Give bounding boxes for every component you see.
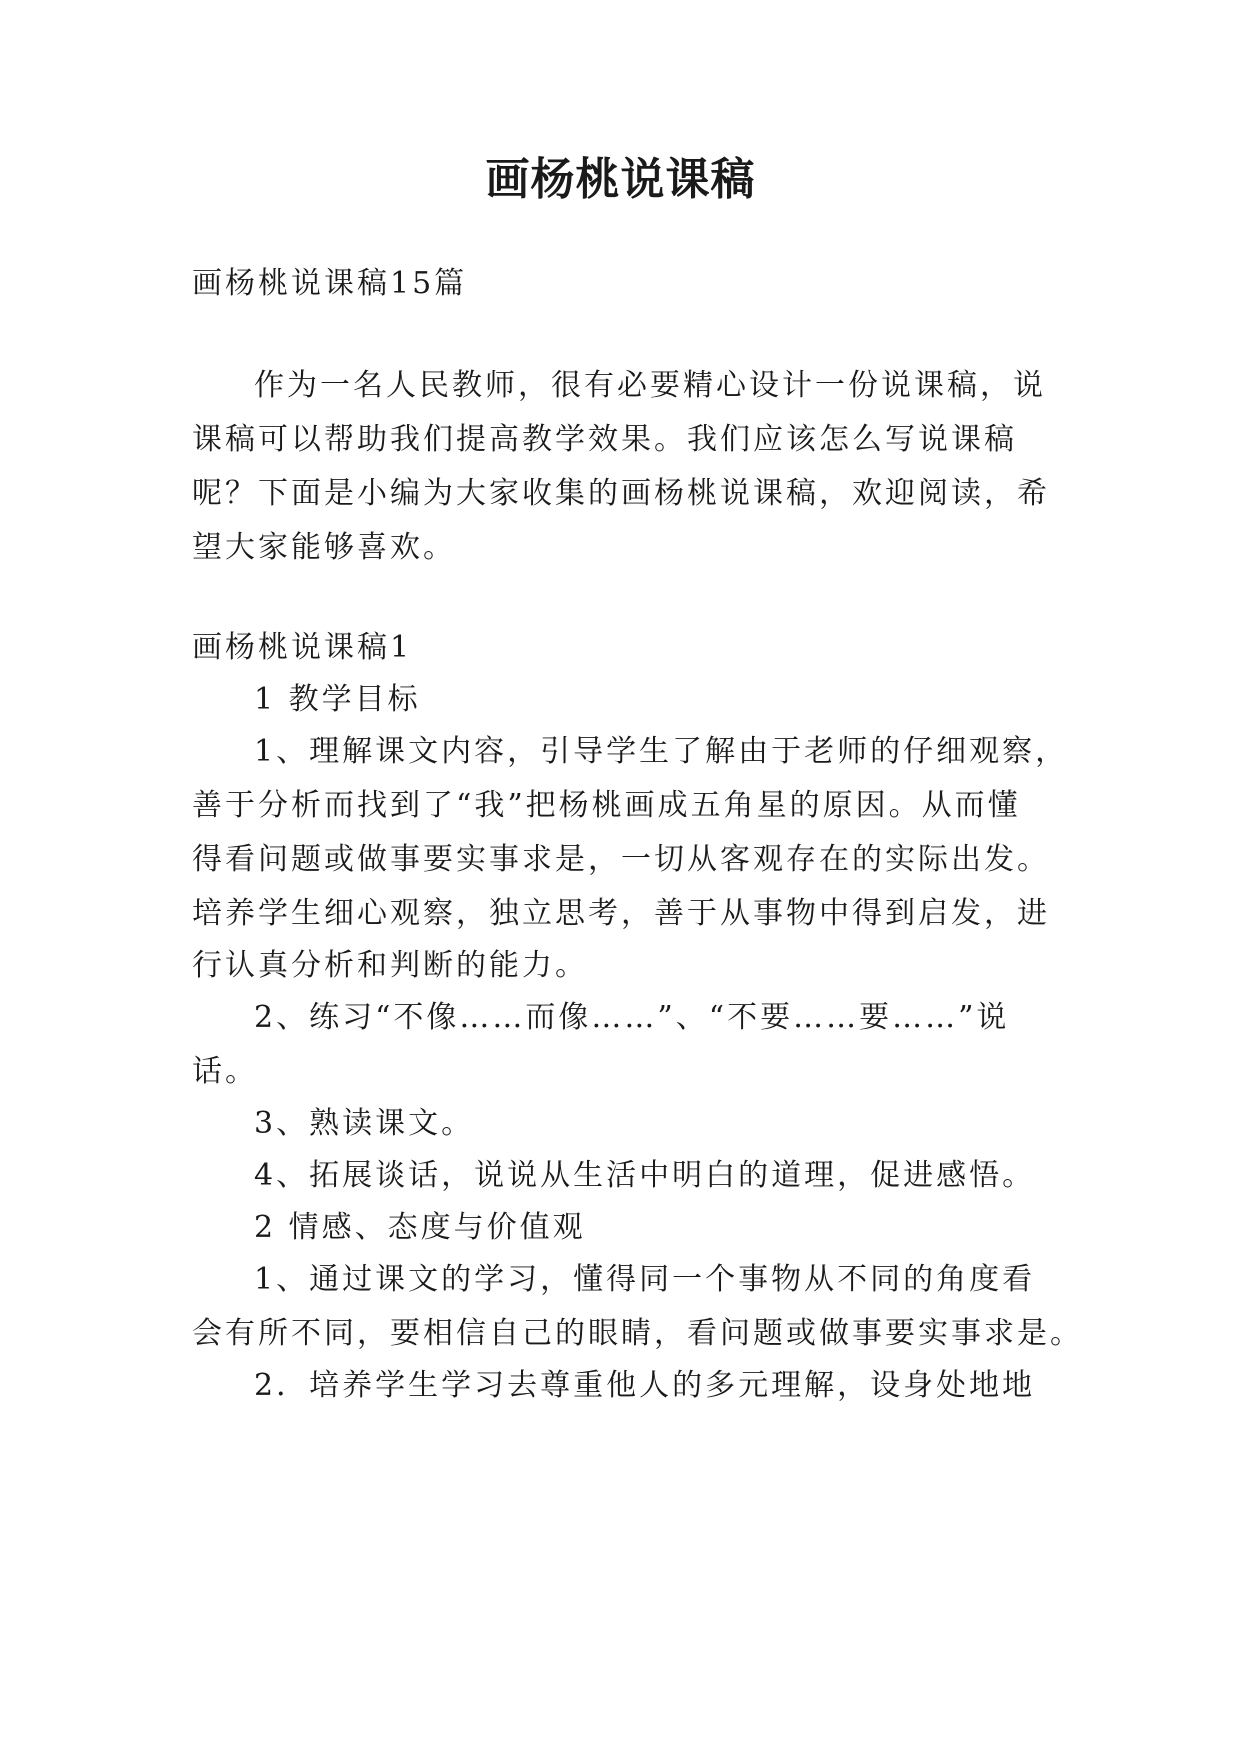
body-line: 行认真分析和判断的能力。 <box>192 948 588 983</box>
body-line: 话。 <box>192 1054 258 1089</box>
body-line: 培养学生细心观察，独立思考，善于从事物中得到启发，进 <box>192 896 1050 931</box>
body-line: 善于分析而找到了“我”把杨桃画成五角星的原因。从而懂 <box>192 788 1021 823</box>
body-line: 1、理解课文内容，引导学生了解由于老师的仔细观察， <box>254 734 1069 769</box>
body-line: 得看问题或做事要实事求是，一切从客观存在的实际出发。 <box>192 842 1050 877</box>
body-line: 3、熟读课文。 <box>254 1106 475 1141</box>
intro-line: 课稿可以帮助我们提高教学效果。我们应该怎么写说课稿 <box>192 422 1017 457</box>
page-title: 画杨桃说课稿 <box>485 154 756 205</box>
body-line: 2、练习“不像……而像……”、“不要……要……”说 <box>254 1000 1010 1035</box>
intro-line: 望大家能够喜欢。 <box>192 530 456 565</box>
body-line: 1、通过课文的学习，懂得同一个事物从不同的角度看 <box>254 1262 1036 1297</box>
body-line: 1 教学目标 <box>254 682 421 717</box>
intro-line: 作为一名人民教师，很有必要精心设计一份说课稿，说 <box>254 368 1046 403</box>
intro-line: 呢？下面是小编为大家收集的画杨桃说课稿，欢迎阅读，希 <box>192 476 1050 511</box>
body-line: 2 情感、态度与价值观 <box>254 1210 586 1245</box>
section-heading: 画杨桃说课稿1 <box>192 630 413 665</box>
document-subtitle: 画杨桃说课稿15篇 <box>192 266 468 301</box>
body-line: 2．培养学生学习去尊重他人的多元理解，设身处地地 <box>254 1368 1036 1403</box>
body-line: 会有所不同，要相信自己的眼睛，看问题或做事要实事求是。 <box>192 1316 1083 1351</box>
body-line: 4、拓展谈话，说说从生活中明白的道理，促进感悟。 <box>254 1158 1036 1193</box>
